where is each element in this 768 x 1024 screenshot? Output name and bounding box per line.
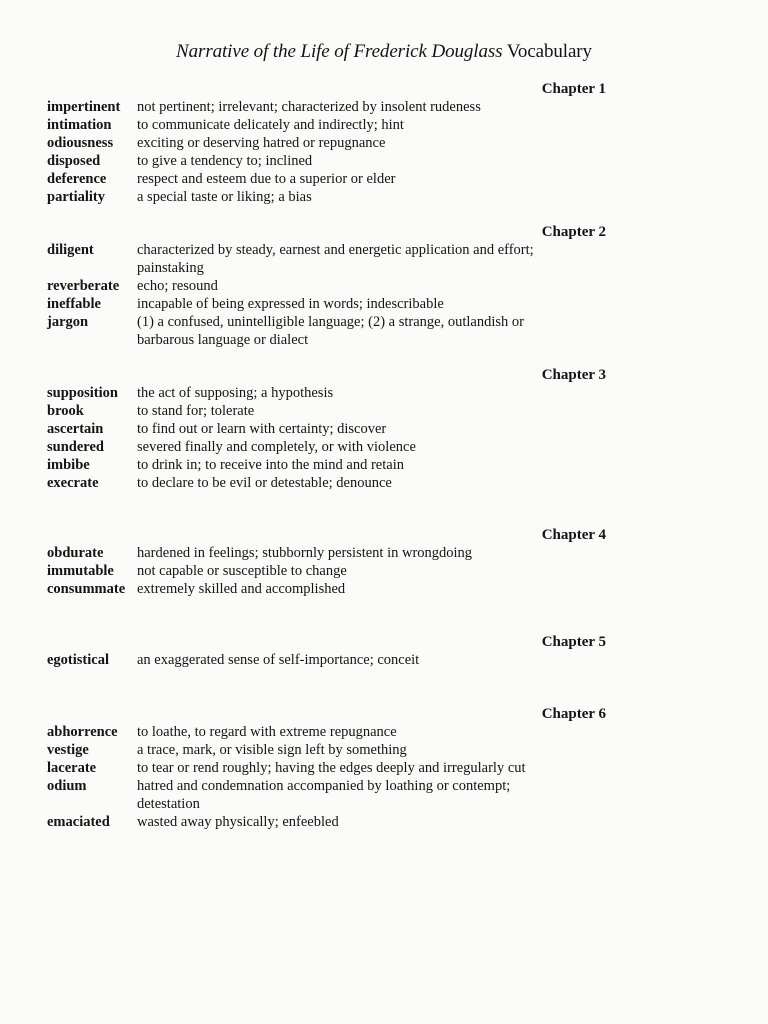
vocab-entry xyxy=(0,420,768,438)
vocab-term: impertinent xyxy=(47,99,121,115)
vocab-term: ascertain xyxy=(47,421,104,437)
vocab-entry xyxy=(0,544,768,562)
vocab-entry xyxy=(0,813,768,831)
vocab-entry xyxy=(0,134,768,152)
vocab-definition: respect and esteem due to a superior or elder xyxy=(137,171,396,187)
vocab-term: obdurate xyxy=(47,545,104,561)
page-title xyxy=(0,40,768,64)
vocab-definition: to drink in; to receive into the mind and retain xyxy=(137,457,404,473)
vocab-term: emaciated xyxy=(47,814,110,830)
vocab-definition: echo; resound xyxy=(137,278,218,294)
vocab-definition: exciting or deserving hatred or repugnance xyxy=(137,135,386,151)
vocab-term: imbibe xyxy=(47,457,90,473)
vocab-definition: to tear or rend roughly; having the edges deeply and irregularly cut xyxy=(137,760,526,776)
vocab-definition: characterized by steady, earnest and energetic application and effort; painstaking xyxy=(137,242,534,276)
vocab-term: reverberate xyxy=(47,278,120,294)
vocab-term: abhorrence xyxy=(47,724,118,740)
vocab-definition: the act of supposing; a hypothesis xyxy=(137,385,334,401)
vocab-term: consummate xyxy=(47,581,126,597)
chapter-heading: Chapter 4 xyxy=(541,527,606,543)
vocab-definition: wasted away physically; enfeebled xyxy=(137,814,339,830)
vocab-entry xyxy=(0,580,768,598)
vocab-definition: hardened in feelings; stubbornly persistent in wrongdoing xyxy=(137,545,473,561)
vocab-definition: severed finally and completely, or with violence xyxy=(137,439,416,455)
vocab-entry xyxy=(0,474,768,492)
vocab-entry xyxy=(0,777,768,813)
chapter-1-section xyxy=(0,80,768,206)
vocab-entry xyxy=(0,741,768,759)
vocab-term: lacerate xyxy=(47,760,97,776)
vocab-entry xyxy=(0,562,768,580)
vocab-entry xyxy=(0,651,768,669)
vocab-term: deference xyxy=(47,171,107,187)
page-title-suffix: Vocabulary xyxy=(502,41,592,62)
vocab-definition: (1) a confused, unintelligible language; (2) a strange, outlandish or barbarous language or dialect xyxy=(137,314,524,348)
vocab-entry xyxy=(0,295,768,313)
vocab-term: odium xyxy=(47,778,87,794)
vocab-entry xyxy=(0,188,768,206)
vocab-term: supposition xyxy=(47,385,118,401)
vocab-entry xyxy=(0,98,768,116)
chapter-heading: Chapter 6 xyxy=(541,706,606,722)
vocab-definition: not pertinent; irrelevant; characterized by insolent rudeness xyxy=(137,99,481,115)
vocab-term: odiousness xyxy=(47,135,114,151)
vocab-definition: hatred and condemnation accompanied by loathing or contempt; detestation xyxy=(137,778,511,812)
vocab-entry xyxy=(0,277,768,295)
vocab-definition: extremely skilled and accomplished xyxy=(137,581,346,597)
vocab-entry xyxy=(0,241,768,277)
vocab-term: sundered xyxy=(47,439,104,455)
vocab-term: intimation xyxy=(47,117,112,133)
vocab-definition: to communicate delicately and indirectly; hint xyxy=(137,117,404,133)
vocab-entry xyxy=(0,402,768,420)
vocab-entry xyxy=(0,723,768,741)
vocab-term: vestige xyxy=(47,742,89,758)
vocab-term: diligent xyxy=(47,242,94,258)
vocab-definition: to give a tendency to; inclined xyxy=(137,153,313,169)
vocab-entry xyxy=(0,438,768,456)
vocab-definition: a trace, mark, or visible sign left by something xyxy=(137,742,407,758)
chapter-3-section xyxy=(0,366,768,492)
vocab-entry xyxy=(0,170,768,188)
vocab-definition: not capable or susceptible to change xyxy=(137,563,347,579)
vocab-term: immutable xyxy=(47,563,114,579)
vocab-entry xyxy=(0,456,768,474)
vocab-entry xyxy=(0,759,768,777)
vocab-entry xyxy=(0,384,768,402)
page-title-italic: Narrative of the Life of Frederick Douglass xyxy=(176,41,503,62)
vocab-entry xyxy=(0,152,768,170)
vocab-term: egotistical xyxy=(47,652,110,668)
chapter-5-section xyxy=(0,633,768,669)
chapter-2-section xyxy=(0,223,768,349)
vocab-definition: to stand for; tolerate xyxy=(137,403,255,419)
vocab-term: execrate xyxy=(47,475,99,491)
chapter-heading: Chapter 3 xyxy=(541,367,606,383)
vocab-entry xyxy=(0,313,768,349)
vocab-definition: a special taste or liking; a bias xyxy=(137,189,312,205)
chapter-heading: Chapter 2 xyxy=(541,224,606,240)
vocab-term: partiality xyxy=(47,189,105,205)
chapter-heading: Chapter 5 xyxy=(541,634,606,650)
vocab-term: brook xyxy=(47,403,84,419)
vocab-term: disposed xyxy=(47,153,101,169)
vocab-term: jargon xyxy=(47,314,89,330)
vocab-definition: incapable of being expressed in words; indescribable xyxy=(137,296,444,312)
vocab-definition: to declare to be evil or detestable; denounce xyxy=(137,475,392,491)
vocab-term: ineffable xyxy=(47,296,101,312)
vocab-entry xyxy=(0,116,768,134)
chapter-4-section xyxy=(0,526,768,598)
vocab-definition: an exaggerated sense of self-importance; conceit xyxy=(137,652,420,668)
vocab-definition: to loathe, to regard with extreme repugnance xyxy=(137,724,397,740)
chapter-heading: Chapter 1 xyxy=(541,81,606,97)
chapter-6-section xyxy=(0,705,768,831)
vocab-definition: to find out or learn with certainty; discover xyxy=(137,421,387,437)
